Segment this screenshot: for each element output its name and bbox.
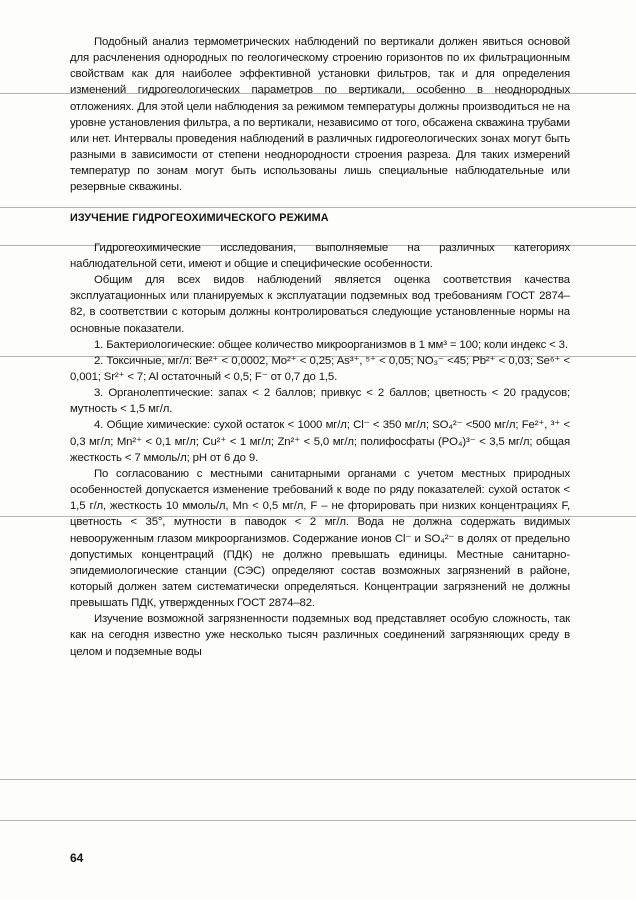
paragraph: Подобный анализ термометрических наблюдений по вертикали должен явиться основой для расчленения однородных по геологическому строению горизонтов по их фильтрационным свойствам как для наиболее эффективной установки фильтров, так и для определения изменений гидрогеологических параметров по вертикали, особенно в неоднородных отложениях. Для этой цели наблюдения за режимом температуры должны производиться не на уровне установления фильтра, а по вертикали, независимо от того, обсажена скважина трубами или нет. Интервалы проведения наблюдений в различных гидрогеологических зонах могут быть разными в зависимости от степени неоднородности строения разреза. Для таких измерений температур по зонам могут быть использованы лишь специальные наблюдательные или резервные скважины. bbox=[70, 36, 570, 194]
list-item-chemical: 4. Общие химические: сухой остаток < 1000 мг/л; Cl⁻ < 350 мг/л; SO₄²⁻ <500 мг/л; Fe²⁺, ³⁺ < 0,3 мг/л; Mn²⁺ < 0,1 мг/л; Cu²⁺ < 1 мг/л; Zn²⁺ < 5,0 мг/л; полифосфаты (PO₄)³⁻ < 3,5 мг/л; общая жесткость < 7 ммоль/л; pH от 6 до 9. bbox=[70, 419, 570, 464]
scan-line bbox=[0, 779, 636, 780]
paragraph: По согласованию с местными санитарными органами с учетом местных природных особенностей допускается изменение требований к воде по ряду показателей: сухой остаток < 1,5 г/л, жесткость 10 ммоль/л, Mn < 0,5 мг/л, F – не фторировать при низких концентрациях F, цветность < 35°, мутности в паводок < 2 мг/л. Вода не должна содержать видимых невооруженным глазом микроорганизмов. Содержание ионов Cl⁻ и SO₄²⁻ в долях от предельно допустимых концентраций (ПДК) не должно превышать единицы. Местные санитарно-эпидемиологические станции (СЭС) определяют состав возможных загрязнений в районе, который должен затем систематически определяться. Концентрации загрязнений не должны превышать ПДК, утвержденных ГОСТ 2874–82. bbox=[70, 467, 570, 610]
page-number: 64 bbox=[70, 851, 84, 865]
list-item-organoleptic: 3. Органолептические: запах < 2 баллов; привкус < 2 баллов; цветность < 20 градусов; мутность < 1,5 мг/л. bbox=[70, 387, 570, 416]
list-item-toxic: 2. Токсичные, мг/л: Be²⁺ < 0,0002, Mo²⁺ < 0,25; As³⁺, ⁵⁺ < 0,05; NO₃⁻ <45; Pb²⁺ < 0,03; Se⁶⁺ < 0,001; Sr²⁺ < 7; Al остаточный < 0,5; F⁻ от 0,7 до 1,5. bbox=[70, 354, 570, 383]
list-item-bacteriological: 1. Бактериологические: общее количество микроорганизмов в 1 мм³ = 100; коли индекс < 3. bbox=[94, 338, 568, 351]
section-heading: ИЗУЧЕНИЕ ГИДРОГЕОХИМИЧЕСКОГО РЕЖИМА bbox=[70, 211, 329, 224]
text-column bbox=[70, 34, 570, 660]
scan-line bbox=[0, 820, 636, 821]
paragraph: Гидрогеохимические исследования, выполняемые на различных категориях наблюдательной сети, имеют и общие и специфические особенности. bbox=[70, 241, 570, 270]
paragraph: Изучение возможной загрязненности подземных вод представляет особую сложность, так как на сегодня известно уже несколько тысяч различных соединений загрязняющих среду в целом и подземные воды bbox=[70, 613, 570, 658]
paragraph: Общим для всех видов наблюдений является оценка соответствия качества эксплуатационных или планируемых к эксплуатации подземных вод требованиям ГОСТ 2874–82, в соответствии с которым должны контролироваться следующие установленные нормы на основные показатели. bbox=[70, 274, 570, 335]
